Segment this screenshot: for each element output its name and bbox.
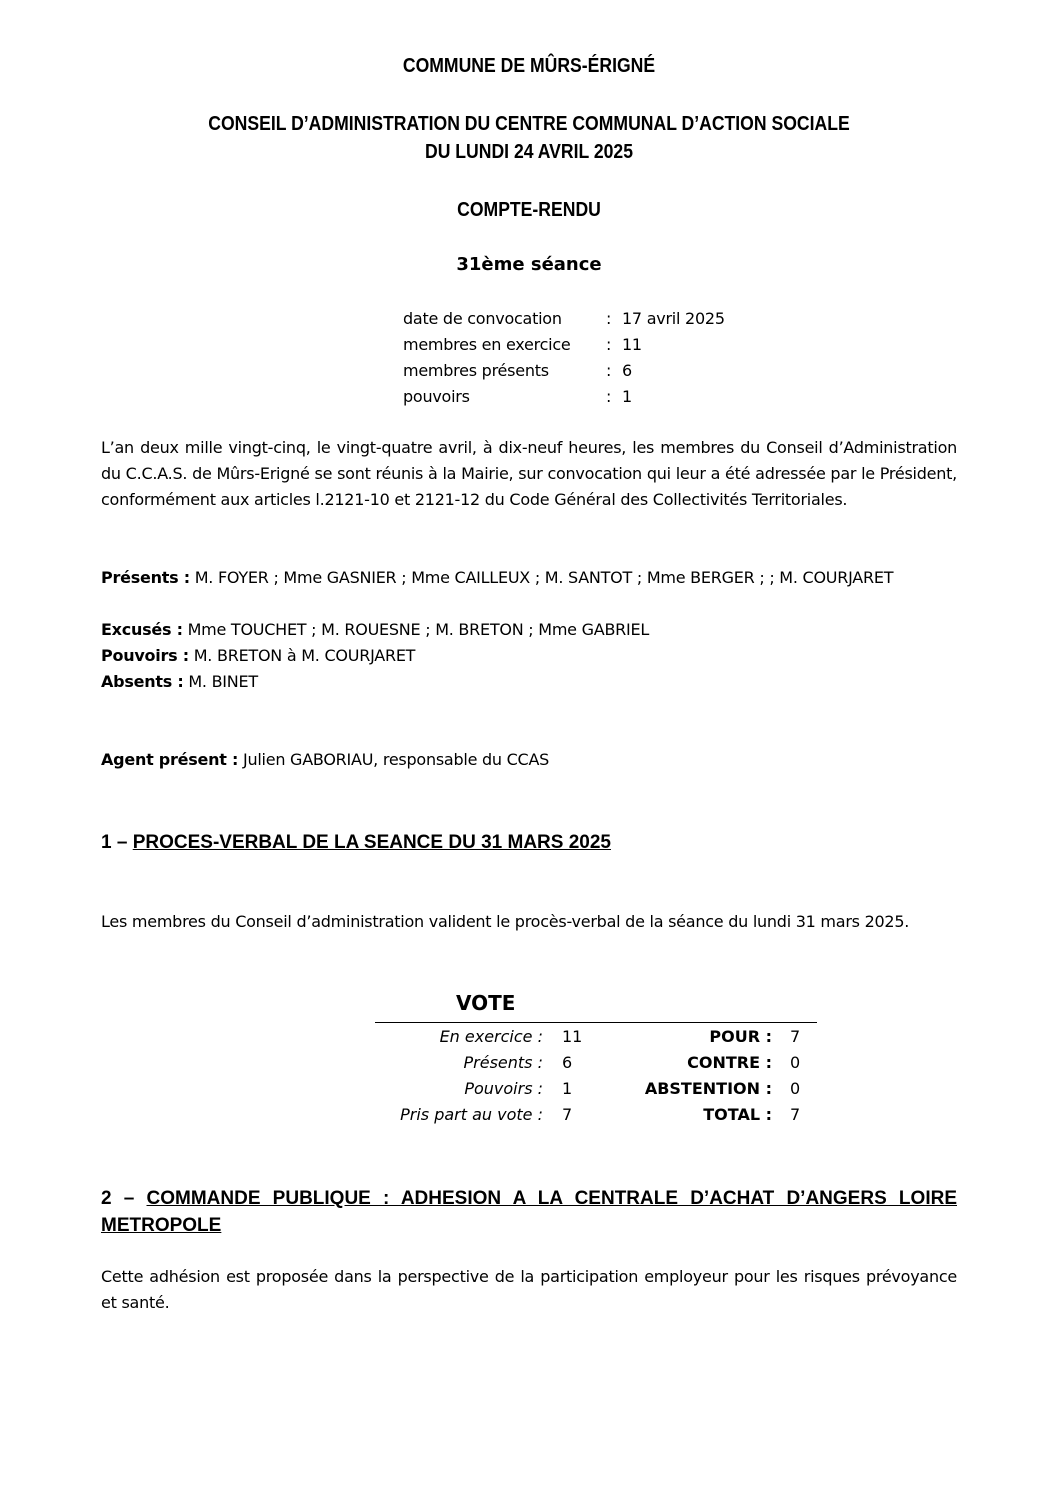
convocation-value: 6 [622, 361, 632, 380]
vote-row [375, 1024, 820, 1050]
pouvoirs-line [101, 643, 957, 669]
vote-left-value: 6 [562, 1053, 573, 1072]
vote-left-value: 7 [562, 1105, 573, 1124]
vote-title: VOTE [456, 991, 516, 1015]
section2-title: COMMANDE PUBLIQUE : ADHESION A LA CENTRALE D’ACHAT D’ANGERS LOIRE METROPOLE [101, 1188, 957, 1236]
section1-number: 1 – [101, 832, 133, 853]
convocation-value: 1 [622, 387, 632, 406]
vote-right-label: ABSTENTION : [644, 1079, 772, 1098]
vote-left-label: En exercice : [439, 1027, 543, 1046]
convocation-row [403, 358, 725, 384]
vote-right-label: TOTAL : [703, 1105, 772, 1124]
vote-table [375, 1024, 820, 1128]
convocation-separator: : [606, 309, 612, 328]
convocation-separator: : [606, 387, 612, 406]
convocation-row [403, 306, 725, 332]
section1-heading [101, 832, 957, 854]
convocation-separator: : [606, 361, 612, 380]
excuses-value: Mme TOUCHET ; M. ROUESNE ; M. BRETON ; Mme GABRIEL [187, 620, 650, 639]
vote-left-value: 11 [562, 1027, 583, 1046]
vote-left-label: Pouvoirs : [464, 1079, 543, 1098]
absents-label: Absents : [101, 672, 184, 691]
vote-right-value: 7 [790, 1027, 801, 1046]
convocation-label: pouvoirs [403, 387, 470, 406]
absents-value: M. BINET [188, 672, 258, 691]
vote-right-value: 0 [790, 1053, 801, 1072]
pouvoirs-label: Pouvoirs : [101, 646, 189, 665]
commune-title: COMMUNE DE MÛRS-ÉRIGNÉ [402, 55, 656, 77]
session-number: 31ème séance [456, 254, 602, 275]
excuses-label: Excusés : [101, 620, 183, 639]
council-title-line2: DU LUNDI 24 AVRIL 2025 [424, 141, 634, 163]
convocation-table [403, 306, 725, 410]
vote-right-value: 0 [790, 1079, 801, 1098]
convocation-label: membres présents [403, 361, 549, 380]
agent-label: Agent présent : [101, 750, 239, 769]
pouvoirs-value: M. BRETON à M. COURJARET [193, 646, 416, 665]
agent-value: Julien GABORIAU, responsable du CCAS [242, 750, 550, 769]
absents-line [101, 669, 957, 695]
convocation-value: 11 [622, 335, 642, 354]
intro-paragraph: L’an deux mille vingt-cinq, le vingt-quatre avril, à dix-neuf heures, les membres du Conseil d’Administration du C.C.A.S. de Mûrs-Erigné se sont réunis à la Mairie, sur convocation qui leur a été adressée par le Président, conformément aux articles l.2121-10 et 2121-12 du Code Général des Collectivités Territoriales. [101, 438, 957, 509]
vote-row [375, 1050, 820, 1076]
vote-right-label: POUR : [709, 1027, 772, 1046]
presents-line [101, 565, 957, 591]
excuses-line [101, 617, 957, 643]
presents-label: Présents : [101, 568, 190, 587]
convocation-label: membres en exercice [403, 335, 571, 354]
section2-text: Cette adhésion est proposée dans la perspective de la participation employeur pour les risques prévoyance et santé. [101, 1267, 957, 1312]
agent-line [101, 747, 957, 773]
document-type: COMPTE-RENDU [457, 199, 601, 221]
vote-divider [375, 1022, 817, 1023]
presents-value: M. FOYER ; Mme GASNIER ; Mme CAILLEUX ; M. SANTOT ; Mme BERGER ; ; M. COURJARET [194, 568, 894, 587]
convocation-row [403, 332, 725, 358]
section2-number: 2 – [101, 1188, 147, 1209]
section2-heading [101, 1185, 957, 1239]
section1-title: PROCES-VERBAL DE LA SEANCE DU 31 MARS 2025 [132, 832, 611, 853]
vote-left-label: Présents : [463, 1053, 543, 1072]
convocation-value: 17 avril 2025 [622, 309, 725, 328]
council-title-line1: CONSEIL D’ADMINISTRATION DU CENTRE COMMUNAL D’ACTION SOCIALE [208, 113, 850, 135]
vote-right-value: 7 [790, 1105, 801, 1124]
vote-left-label: Pris part au vote : [400, 1105, 543, 1124]
vote-row [375, 1102, 820, 1128]
convocation-row [403, 384, 725, 410]
convocation-separator: : [606, 335, 612, 354]
section1-text: Les membres du Conseil d’administration valident le procès-verbal de la séance du lundi 31 mars 2025. [101, 912, 910, 931]
vote-right-label: CONTRE : [687, 1053, 772, 1072]
vote-row [375, 1076, 820, 1102]
vote-left-value: 1 [562, 1079, 573, 1098]
convocation-label: date de convocation [403, 309, 562, 328]
